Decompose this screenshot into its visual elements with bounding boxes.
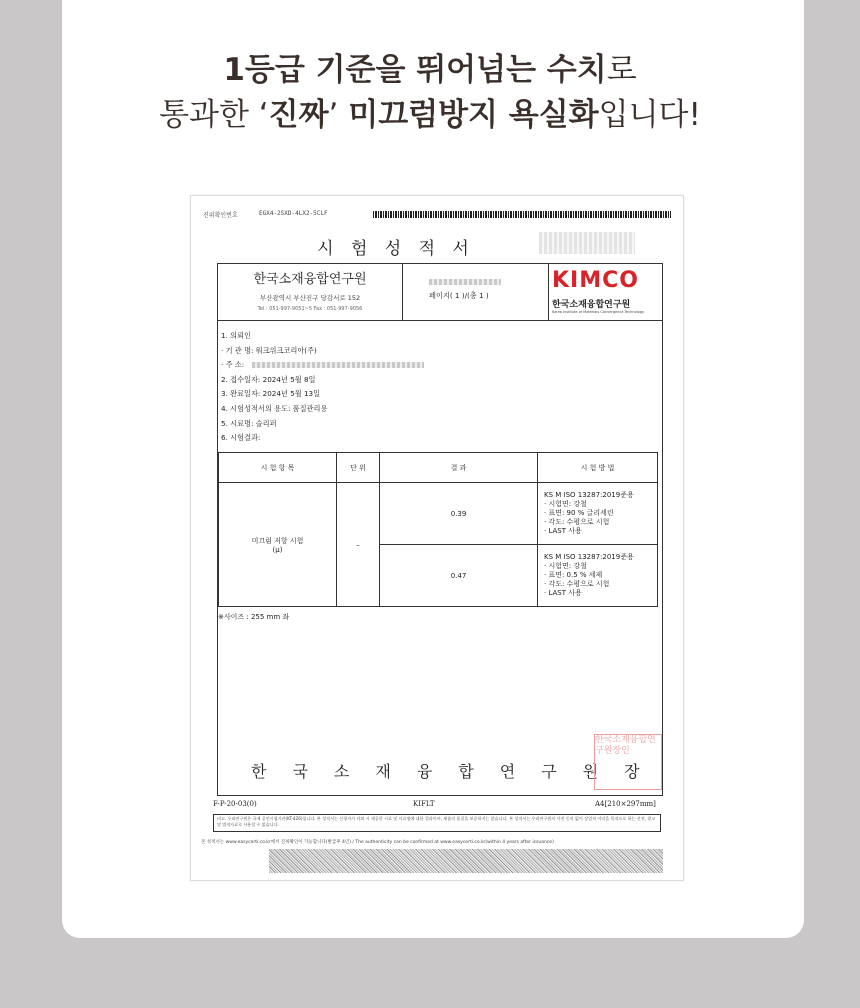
request-info xyxy=(221,329,424,446)
info-line: 2. 접수일자: 2024년 5월 8일 xyxy=(221,374,316,384)
headline-text: 로 xyxy=(606,52,637,88)
form-number: F-P-20-03(0) xyxy=(213,800,257,808)
redacted-watermark xyxy=(539,232,635,254)
test-item-cell: 미끄럼 저항 시험 (μ) xyxy=(219,483,337,607)
table-row xyxy=(219,483,658,545)
institute-contact: Tel : 051-997-9051~5 Fax : 051-997-9056 xyxy=(257,306,363,312)
method-cell: KS M ISO 13287:2019준용 · 시험면: 강철 · 표면: 0.5 % 세제 · 각도: 수평으로 시험 · LAST 사용 xyxy=(538,545,658,607)
page-cell xyxy=(403,264,549,320)
notes-box: 비고. 우리연구원은 국제 공인시험기관(KT-426)입니다. 본 성적서는 신청자가 의뢰 시 제공한 시료 및 시료명에 대한 결과이며, 제품의 품질을 보증하지는 않습니다. 본 성적서는 우리연구원의 사전 동의 없이 상업적 이익을 목적으로 하는 선전, 광고 및 법적자료로 사용할 수 없습니다. xyxy=(213,814,661,832)
headline-emphasis: 1등급 기준을 뛰어넘는 수치 xyxy=(223,52,607,88)
kimco-logo xyxy=(552,268,639,293)
official-seal: 한국소재융합연구원장인 xyxy=(594,734,662,790)
info-line: 5. 시료명: 슬리퍼 xyxy=(221,418,277,428)
logo-text: KIMCO xyxy=(552,268,639,293)
result-value: 0.47 xyxy=(380,545,538,607)
header-test-item: 시 험 항 목 xyxy=(219,453,337,483)
logo-subtitle: 한국소재융합연구원 xyxy=(552,300,631,310)
headline-text: ’ xyxy=(328,97,349,133)
institute-cell xyxy=(218,264,403,320)
headline-emphasis: 미끄럼방지 욕실화 xyxy=(348,97,599,133)
method-cell: KS M ISO 13287:2019준용 · 시험면: 강철 · 표면: 90 % 글리세린 · 각도: 수평으로 시험 · LAST 사용 xyxy=(538,483,658,545)
size-note: ※사이즈 : 255 mm 좌 xyxy=(218,613,290,621)
institute-name: 한국소재융합연구원 xyxy=(253,272,367,287)
header-unit: 단 위 xyxy=(337,453,380,483)
info-line: 4. 시험성적서의 용도: 품질관리용 xyxy=(221,403,328,413)
security-pattern xyxy=(269,849,663,873)
result-value: 0.39 xyxy=(380,483,538,545)
table-header-row xyxy=(219,453,658,483)
headline-line-2 xyxy=(0,93,860,137)
info-line: 6. 시험결과: xyxy=(221,433,261,443)
redacted-address xyxy=(252,362,424,368)
verification-label: 진위확인번호 xyxy=(203,212,238,219)
document-code: EGX4-2SXD-4LX2-5CLF xyxy=(259,210,328,217)
headline-emphasis: 진짜 xyxy=(268,97,329,133)
headline-line-1 xyxy=(0,48,860,92)
redacted-number xyxy=(429,279,501,285)
results-table xyxy=(218,452,658,607)
headline-text: 입니다! xyxy=(598,97,701,133)
page-indicator: 페이지( 1 )/(총 1 ) xyxy=(429,291,489,300)
paper-size: A4[210×297mm] xyxy=(595,800,656,808)
verification-note: 본 성적서는 www.easycerti.co.kr에서 진위확인이 가능합니다(발급후 4년) / The authenticity can be confirmed at www.easycerti.co.kr(within 4 years after issuance) xyxy=(201,840,554,845)
footer-center-code: KIFLT xyxy=(413,800,435,808)
header-result: 결 과 xyxy=(380,453,538,483)
info-line: · 기 관 명: 워크위크코리아(주) xyxy=(221,345,317,355)
logo-english: Korea Institute of Materials Convergence Technology xyxy=(552,310,645,314)
headline-text: 통과한 ‘ xyxy=(159,97,269,133)
header-method: 시 험 방 법 xyxy=(538,453,658,483)
info-line: 1. 의뢰인 xyxy=(221,331,251,340)
info-line: · 주 소: xyxy=(221,358,424,373)
info-line: 3. 완료일자: 2024년 5월 13일 xyxy=(221,389,321,399)
barcode xyxy=(373,211,671,218)
institute-address: 부산광역시 부산진구 당감서로 152 xyxy=(259,294,361,302)
certificate-title: 시 험 성 적 서 xyxy=(317,239,475,259)
signature-line: 한국소재융합연구원장 xyxy=(251,762,666,781)
test-certificate-document xyxy=(190,195,684,881)
unit-cell: – xyxy=(337,483,380,607)
